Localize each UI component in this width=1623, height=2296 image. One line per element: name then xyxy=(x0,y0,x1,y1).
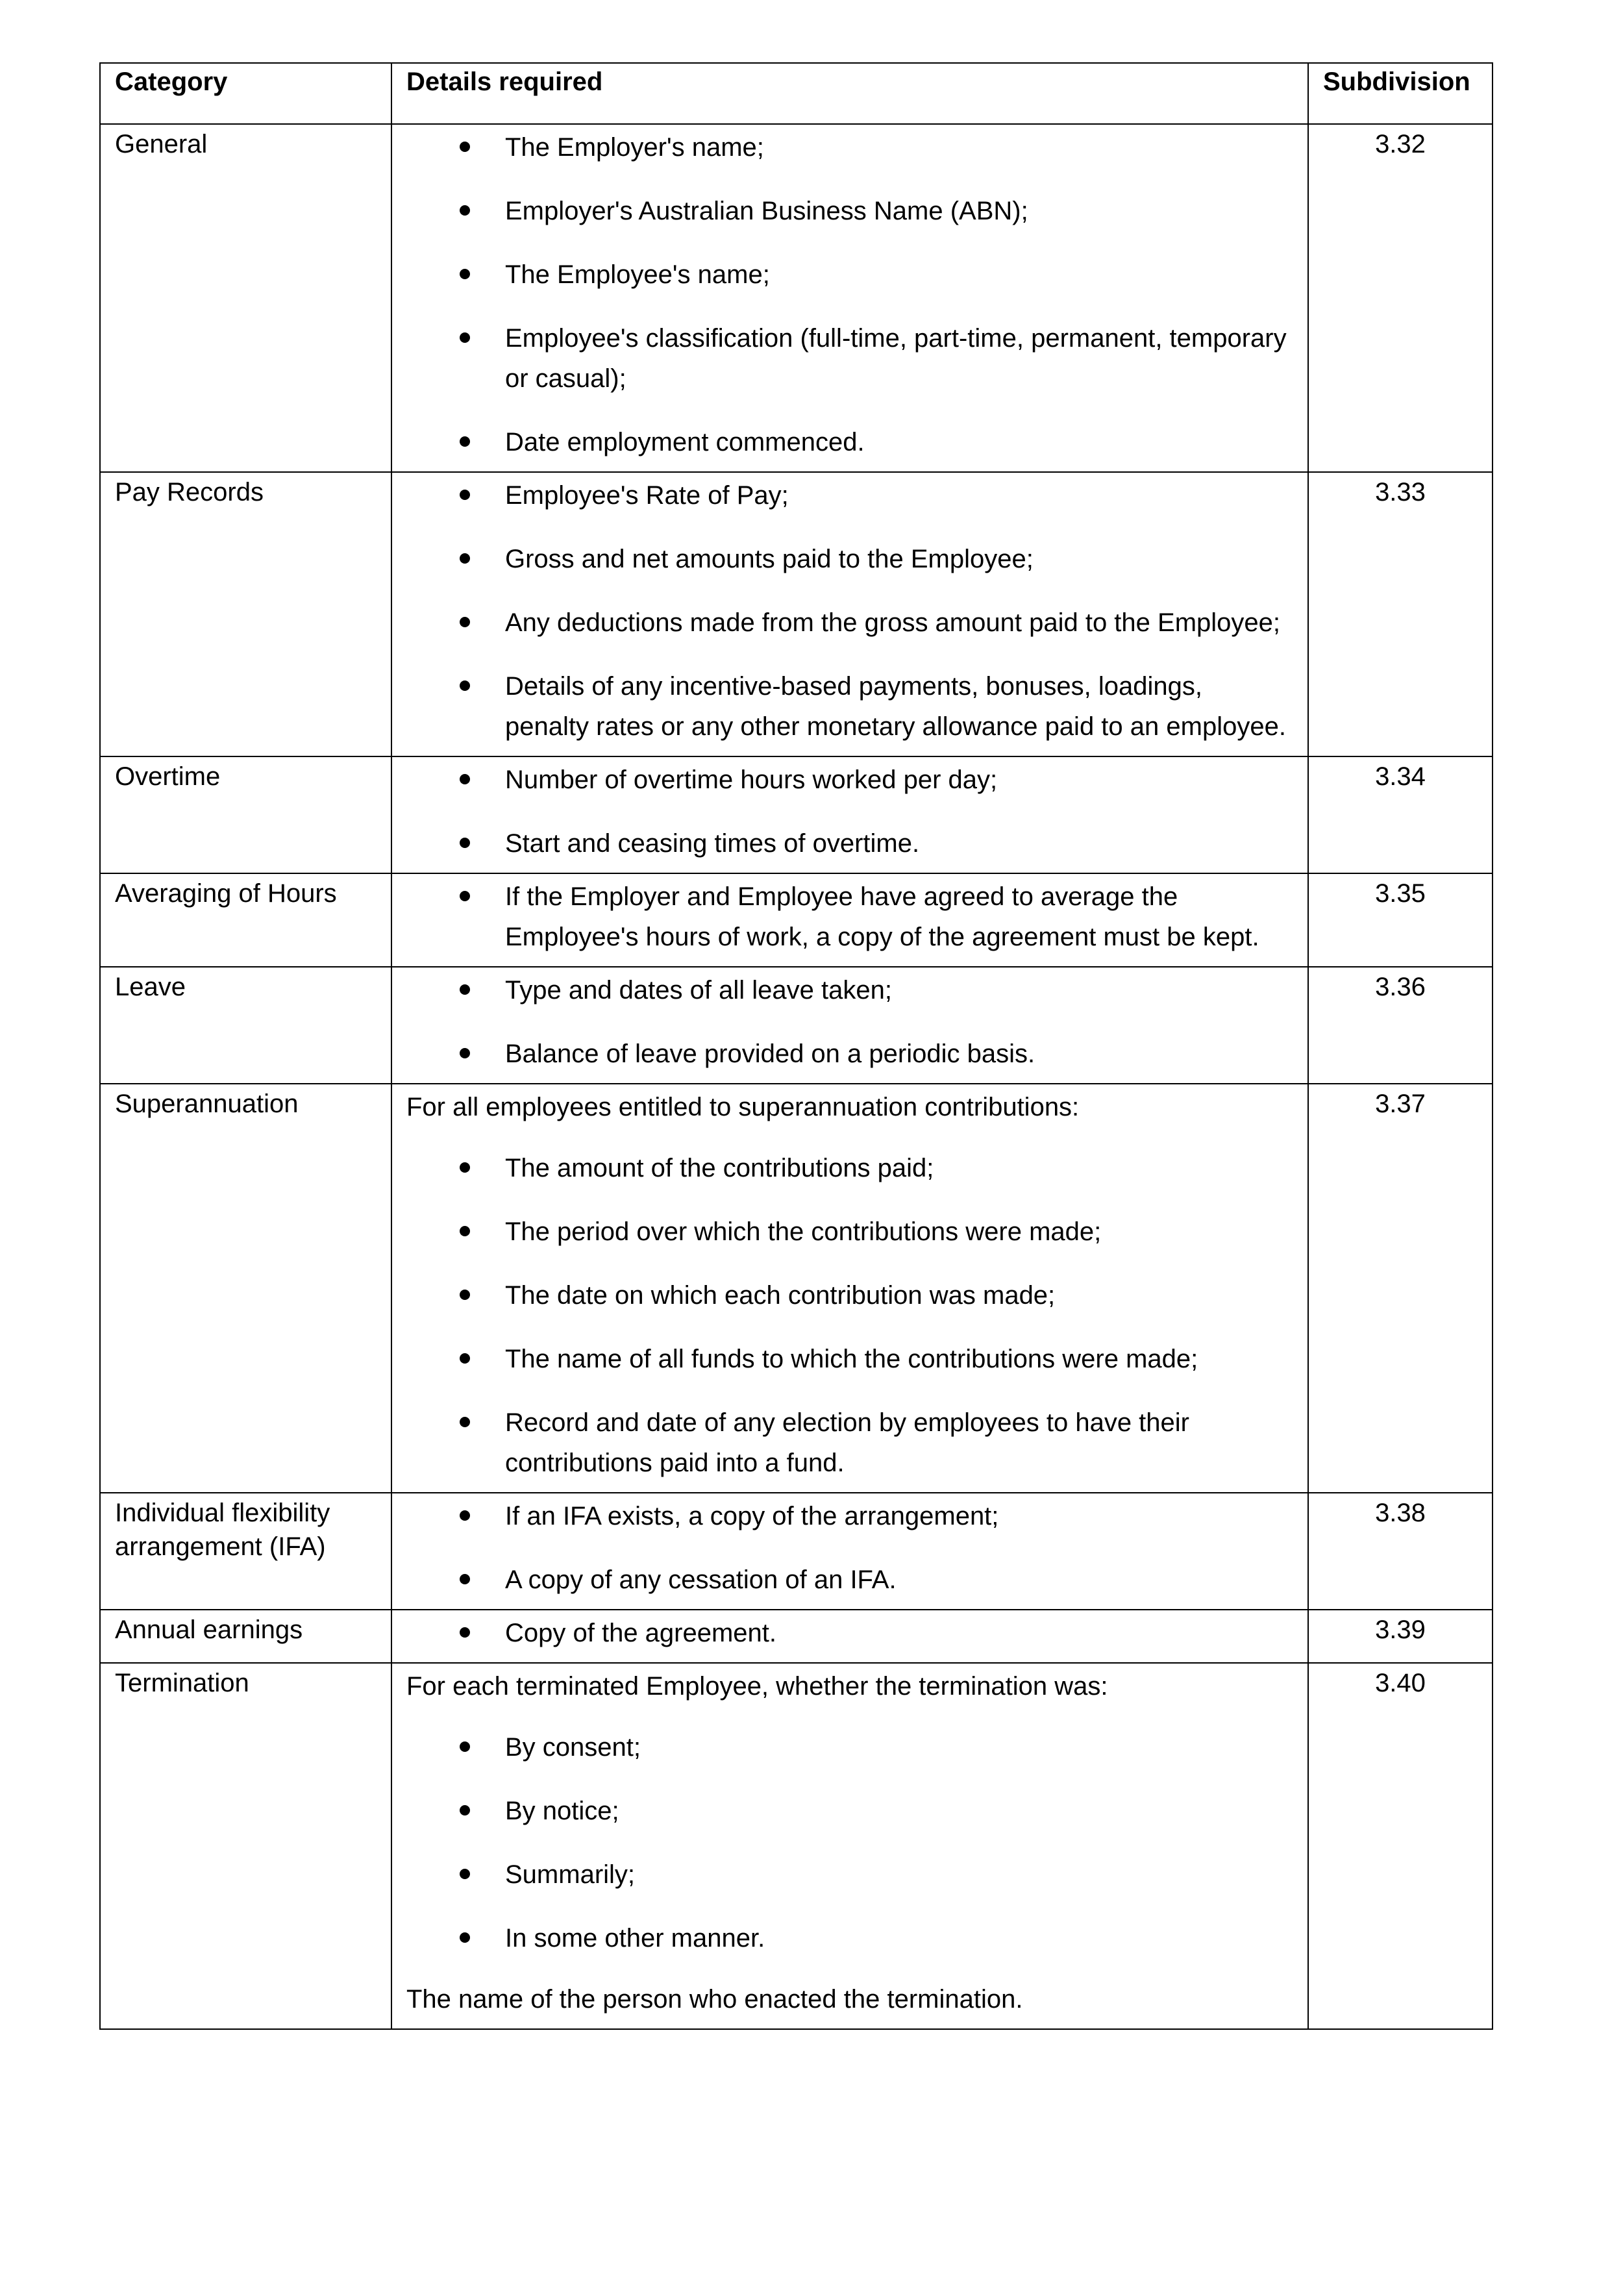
list-item-text: By consent; xyxy=(505,1733,641,1762)
bullet-icon xyxy=(460,617,470,627)
list-item-text: A copy of any cessation of an IFA. xyxy=(505,1566,897,1594)
list-item xyxy=(406,970,1293,1010)
category-label: Pay Records xyxy=(115,478,264,506)
details-list xyxy=(406,1496,1293,1600)
bullet-icon xyxy=(460,1869,470,1879)
list-item xyxy=(406,475,1293,516)
bullet-icon xyxy=(460,1048,470,1058)
list-item xyxy=(406,1034,1293,1074)
list-item xyxy=(406,539,1293,579)
list-item xyxy=(406,1339,1293,1379)
category-label: General xyxy=(115,130,208,158)
bullet-icon xyxy=(460,1574,470,1584)
list-item-text: Employee's Rate of Pay; xyxy=(505,481,789,510)
list-item-text: In some other manner. xyxy=(505,1924,765,1953)
list-item-text: By notice; xyxy=(505,1797,619,1825)
table-body xyxy=(100,124,1493,2029)
table-row xyxy=(100,756,1493,873)
subdivision-cell xyxy=(1308,124,1493,472)
subdivision-cell xyxy=(1308,1084,1493,1493)
list-item xyxy=(406,318,1293,399)
details-cell xyxy=(391,756,1308,873)
list-item-text: The amount of the contributions paid; xyxy=(505,1154,934,1182)
subdivision-value: 3.35 xyxy=(1375,879,1426,908)
subdivision-cell xyxy=(1308,1610,1493,1663)
subdivision-cell xyxy=(1308,472,1493,756)
table-row xyxy=(100,1493,1493,1610)
details-cell xyxy=(391,1084,1308,1493)
details-cell xyxy=(391,472,1308,756)
details-list xyxy=(406,475,1293,747)
bullet-icon xyxy=(460,332,470,343)
bullet-icon xyxy=(460,553,470,564)
subdivision-cell xyxy=(1308,756,1493,873)
table-row xyxy=(100,1663,1493,2029)
list-item-text: Balance of leave provided on a periodic basis. xyxy=(505,1040,1035,1068)
list-item xyxy=(406,1560,1293,1600)
details-intro: For each terminated Employee, whether the termination was: xyxy=(406,1672,1108,1701)
bullet-icon xyxy=(460,436,470,447)
details-cell xyxy=(391,873,1308,967)
bullet-icon xyxy=(460,142,470,152)
details-list xyxy=(406,1613,1293,1653)
category-cell xyxy=(100,1610,391,1663)
bullet-icon xyxy=(460,1805,470,1816)
bullet-icon xyxy=(460,1741,470,1752)
details-content xyxy=(392,473,1307,756)
category-label: Termination xyxy=(115,1669,249,1697)
details-content xyxy=(392,967,1307,1083)
details-cell xyxy=(391,1493,1308,1610)
header-details: Details required xyxy=(391,63,1308,124)
bullet-icon xyxy=(460,1290,470,1300)
bullet-icon xyxy=(460,1417,470,1427)
table-row xyxy=(100,124,1493,472)
details-list xyxy=(406,760,1293,864)
bullet-icon xyxy=(460,838,470,848)
table-row xyxy=(100,472,1493,756)
details-cell xyxy=(391,124,1308,472)
category-cell xyxy=(100,873,391,967)
category-label: Averaging of Hours xyxy=(115,879,337,908)
details-list xyxy=(406,970,1293,1074)
header-subdivision: Subdivision xyxy=(1308,63,1493,124)
list-item xyxy=(406,877,1293,957)
category-cell xyxy=(100,967,391,1084)
list-item-text: Number of overtime hours worked per day; xyxy=(505,766,998,794)
bullet-icon xyxy=(460,490,470,500)
header-row xyxy=(100,63,1493,124)
bullet-icon xyxy=(460,680,470,691)
list-item xyxy=(406,1727,1293,1767)
subdivision-cell xyxy=(1308,1663,1493,2029)
list-item xyxy=(406,603,1293,643)
list-item-text: The period over which the contributions were made; xyxy=(505,1217,1102,1246)
list-item-text: Type and dates of all leave taken; xyxy=(505,976,892,1004)
category-label: Superannuation xyxy=(115,1090,299,1118)
details-cell xyxy=(391,967,1308,1084)
category-cell xyxy=(100,756,391,873)
list-item xyxy=(406,1275,1293,1316)
category-label: Individual flexibility arrangement (IFA) xyxy=(115,1499,330,1561)
category-cell xyxy=(100,1663,391,2029)
list-item xyxy=(406,1403,1293,1483)
subdivision-cell xyxy=(1308,873,1493,967)
details-list xyxy=(406,127,1293,462)
subdivision-value: 3.36 xyxy=(1375,973,1426,1001)
subdivision-value: 3.34 xyxy=(1375,762,1426,791)
list-item xyxy=(406,823,1293,864)
list-item-text: Employee's classification (full-time, part-time, permanent, temporary or casual); xyxy=(505,324,1287,393)
category-label: Leave xyxy=(115,973,186,1001)
subdivision-value: 3.33 xyxy=(1375,478,1426,506)
subdivision-value: 3.37 xyxy=(1375,1090,1426,1118)
details-content xyxy=(392,1610,1307,1662)
details-content xyxy=(392,757,1307,873)
list-item xyxy=(406,1148,1293,1188)
list-item-text: Gross and net amounts paid to the Employee; xyxy=(505,545,1034,573)
details-content xyxy=(392,1084,1307,1492)
list-item xyxy=(406,666,1293,747)
bullet-icon xyxy=(460,1353,470,1364)
details-cell xyxy=(391,1663,1308,2029)
list-item-text: Details of any incentive-based payments, bonuses, loadings, penalty rates or any other monetary allowance paid to an employee. xyxy=(505,672,1286,741)
list-item xyxy=(406,760,1293,800)
bullet-icon xyxy=(460,269,470,279)
category-label: Overtime xyxy=(115,762,221,791)
details-list xyxy=(406,1727,1293,1958)
details-intro: For all employees entitled to superannuation contributions: xyxy=(406,1093,1080,1121)
list-item xyxy=(406,1854,1293,1895)
list-item-text: Start and ceasing times of overtime. xyxy=(505,829,920,858)
record-keeping-table xyxy=(99,62,1493,2030)
bullet-icon xyxy=(460,774,470,784)
details-cell xyxy=(391,1610,1308,1663)
subdivision-value: 3.38 xyxy=(1375,1499,1426,1527)
list-item xyxy=(406,191,1293,231)
details-list xyxy=(406,1148,1293,1483)
subdivision-value: 3.39 xyxy=(1375,1616,1426,1644)
list-item-text: If an IFA exists, a copy of the arrangement; xyxy=(505,1502,999,1530)
details-content xyxy=(392,1664,1307,2028)
list-item-text: Record and date of any election by employees to have their contributions paid into a fund. xyxy=(505,1408,1189,1477)
list-item xyxy=(406,127,1293,168)
list-item xyxy=(406,1496,1293,1536)
details-outro: The name of the person who enacted the termination. xyxy=(406,1985,1023,2014)
table-row xyxy=(100,1084,1493,1493)
category-cell xyxy=(100,1084,391,1493)
subdivision-cell xyxy=(1308,967,1493,1084)
category-cell xyxy=(100,472,391,756)
list-item-text: The name of all funds to which the contributions were made; xyxy=(505,1345,1198,1373)
details-content xyxy=(392,874,1307,966)
header-category: Category xyxy=(100,63,391,124)
list-item xyxy=(406,1212,1293,1252)
details-list xyxy=(406,877,1293,957)
bullet-icon xyxy=(460,891,470,901)
details-content xyxy=(392,125,1307,471)
bullet-icon xyxy=(460,1627,470,1638)
list-item-text: Employer's Australian Business Name (ABN); xyxy=(505,197,1028,225)
details-content xyxy=(392,1493,1307,1609)
category-cell xyxy=(100,1493,391,1610)
list-item xyxy=(406,1613,1293,1653)
subdivision-cell xyxy=(1308,1493,1493,1610)
list-item-text: The Employer's name; xyxy=(505,133,764,162)
bullet-icon xyxy=(460,1226,470,1236)
subdivision-value: 3.32 xyxy=(1375,130,1426,158)
table-row xyxy=(100,967,1493,1084)
bullet-icon xyxy=(460,1510,470,1521)
list-item xyxy=(406,422,1293,462)
list-item-text: Summarily; xyxy=(505,1860,636,1889)
table-row xyxy=(100,1610,1493,1663)
category-label: Annual earnings xyxy=(115,1616,303,1644)
list-item xyxy=(406,1918,1293,1958)
subdivision-value: 3.40 xyxy=(1375,1669,1426,1697)
list-item xyxy=(406,1791,1293,1831)
list-item-text: The date on which each contribution was made; xyxy=(505,1281,1056,1310)
list-item-text: If the Employer and Employee have agreed to average the Employee's hours of work, a copy of the agreement must be kept. xyxy=(505,882,1259,951)
list-item-text: Date employment commenced. xyxy=(505,428,865,456)
list-item-text: Any deductions made from the gross amount paid to the Employee; xyxy=(505,608,1281,637)
bullet-icon xyxy=(460,205,470,216)
bullet-icon xyxy=(460,1932,470,1943)
list-item-text: Copy of the agreement. xyxy=(505,1619,777,1647)
table-row xyxy=(100,873,1493,967)
bullet-icon xyxy=(460,984,470,995)
category-cell xyxy=(100,124,391,472)
list-item-text: The Employee's name; xyxy=(505,260,770,289)
list-item xyxy=(406,255,1293,295)
bullet-icon xyxy=(460,1162,470,1173)
